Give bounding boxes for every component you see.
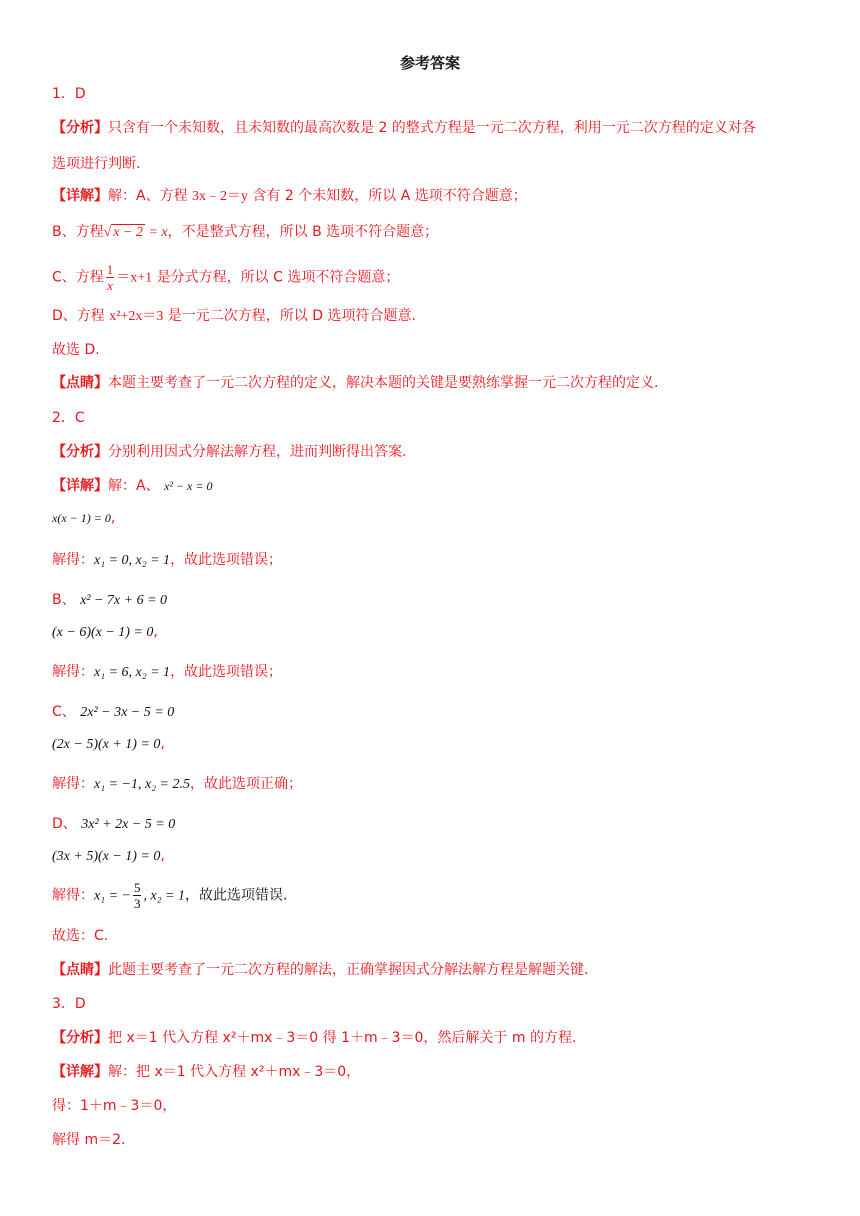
q2-b-factored-line: (x − 6)(x − 1) = 0,	[52, 624, 158, 640]
q3-analysis	[52, 1028, 576, 1048]
q2-comment-text: 此题主要考查了一元二次方程的解法，正确掌握因式分解法解方程是解题关键.	[108, 962, 589, 978]
q2-analysis-text: 分别利用因式分解法解方程，进而判断得出答案.	[108, 444, 407, 460]
q3-detail-text: 解：把 x＝1 代入方程 x²＋mx﹣3＝0，	[108, 1064, 361, 1080]
q2-a-sol-post: ，故此选项错误；	[170, 552, 283, 568]
q2-b-sol-post: ，故此选项错误；	[170, 664, 283, 680]
q1-c-pre: C、方程	[52, 269, 104, 286]
q2-d-solution	[52, 880, 287, 911]
q3-heading: 3．D	[52, 996, 86, 1012]
q2-c	[52, 702, 174, 723]
q1-c-fraction	[106, 262, 115, 293]
q1-b-sqrt: √ x − 2	[103, 225, 143, 240]
q2-d	[52, 814, 175, 835]
q1-analysis-line1	[52, 118, 756, 138]
q2-a-pre: 解：A、	[108, 478, 160, 494]
q2-c-equation: 2x² − 3x − 5 = 0	[80, 705, 175, 720]
q2-c-factored: (2x − 5)(x + 1) = 0	[52, 737, 161, 752]
q2-b-sol-pre: 解得：	[52, 664, 94, 680]
q2-a-sol-pre: 解得：	[52, 552, 94, 568]
q2-b-factored: (x − 6)(x − 1) = 0	[52, 625, 154, 640]
q1-c-post: 是分式方程，所以 C 选项不符合题意；	[156, 269, 400, 286]
q1-a-pre: 解：A、方程	[108, 188, 188, 204]
q2-choose: 故选：C.	[52, 928, 109, 944]
q2-d-numerator: 5	[133, 880, 141, 895]
q2-c-sol-pre: 解得：	[52, 776, 94, 792]
q1-d-equation: x²+2x＝3	[109, 309, 164, 324]
q3-get: 得：1＋m﹣3＝0，	[52, 1098, 177, 1114]
q1-comment-text: 本题主要考查了一元二次方程的定义，解决本题的关键是要熟练掌握一元二次方程的定义.	[108, 375, 659, 391]
q2-c-sol: x₁ = −1, x₂ = 2.5	[94, 777, 191, 792]
q1-comment	[52, 373, 658, 393]
q2-analysis	[52, 442, 406, 462]
page-title: 参考答案	[399, 54, 460, 72]
q1-b-radicand: x − 2	[113, 225, 143, 240]
q2-b-pre: B、	[52, 592, 76, 608]
q2-b-solution	[52, 662, 282, 683]
q1-c-denominator: x	[107, 278, 113, 293]
q1-analysis-line2: 选项进行判断.	[52, 156, 141, 172]
q2-d-denominator: 3	[133, 896, 141, 911]
q3-solve: 解得 m＝2.	[52, 1132, 126, 1148]
q1-comment-tag: 【点睛】	[52, 375, 108, 391]
q2-a-sol: x₁ = 0, x₂ = 1	[94, 553, 171, 568]
q2-a-factored: x(x − 1) = 0	[52, 511, 111, 525]
q1-detail-b	[52, 222, 438, 243]
q2-c-pre: C、	[52, 704, 76, 720]
q2-a-equation: x² − x = 0	[164, 479, 213, 493]
q2-d-sol-pre: 解得：	[52, 887, 94, 904]
q2-b-sol: x₁ = 6, x₂ = 1	[94, 665, 171, 680]
q1-a-equation: 3x﹣2＝y	[192, 189, 249, 204]
q2-detail-tag: 【详解】	[52, 478, 108, 494]
q2-a-factored-line: x(x − 1) = 0,	[52, 510, 116, 526]
q1-c-equation: ＝x+1	[116, 270, 153, 286]
q1-d-post: 是一元二次方程，所以 D 选项符合题意.	[167, 308, 416, 324]
q1-c-numerator: 1	[106, 262, 114, 277]
q2-d-sol-post: ，故此选项错误.	[185, 887, 288, 904]
q3-detail-tag: 【详解】	[52, 1064, 108, 1080]
q1-b-equation: = x	[144, 225, 168, 240]
q3-analysis-text: 把 x＝1 代入方程 x²＋mx﹣3＝0 得 1＋m﹣3＝0，然后解关于 m 的方程.	[108, 1030, 577, 1046]
q2-d-factored-line: (3x + 5)(x − 1) = 0,	[52, 848, 165, 864]
q2-c-sol-post: ，故此选项正确；	[190, 776, 303, 792]
q1-detail-a	[52, 186, 527, 207]
q2-b-equation: x² − 7x + 6 = 0	[80, 593, 168, 608]
q2-heading: 2．C	[52, 410, 85, 426]
q1-heading: 1．D	[52, 86, 86, 102]
q2-a-solution	[52, 550, 282, 571]
q1-b-pre: B、方程	[52, 224, 104, 240]
q2-d-sol-b: , x₂ = 1	[143, 888, 186, 904]
q1-b-post: ，不是整式方程，所以 B 选项不符合题意；	[167, 224, 439, 240]
q1-a-post: 含有 2 个未知数，所以 A 选项不符合题意；	[252, 188, 527, 204]
q1-analysis-tag: 【分析】	[52, 120, 108, 136]
q2-d-equation: 3x² + 2x − 5 = 0	[81, 817, 176, 832]
q1-detail-tag: 【详解】	[52, 188, 108, 204]
q2-comment	[52, 960, 588, 980]
q1-choose: 故选 D.	[52, 342, 100, 358]
q2-d-factored: (3x + 5)(x − 1) = 0	[52, 849, 161, 864]
q3-analysis-tag: 【分析】	[52, 1030, 108, 1046]
q1-d-pre: D、方程	[52, 308, 105, 324]
q2-analysis-tag: 【分析】	[52, 444, 108, 460]
q2-d-sol-a: x₁ = −	[94, 888, 131, 904]
q3-detail	[52, 1062, 360, 1082]
q2-comment-tag: 【点睛】	[52, 962, 108, 978]
q1-detail-d	[52, 306, 416, 327]
q2-detail-a	[52, 476, 212, 496]
q1-analysis-text: 只含有一个未知数，且未知数的最高次数是 2 的整式方程是一元二次方程，利用一元二次方程的定义对各	[108, 120, 756, 136]
q2-d-pre: D、	[52, 816, 77, 832]
q2-d-fraction	[133, 880, 142, 911]
q2-b	[52, 590, 167, 611]
q1-detail-c	[52, 262, 399, 293]
q2-c-solution	[52, 774, 302, 795]
q2-c-factored-line: (2x − 5)(x + 1) = 0,	[52, 736, 165, 752]
